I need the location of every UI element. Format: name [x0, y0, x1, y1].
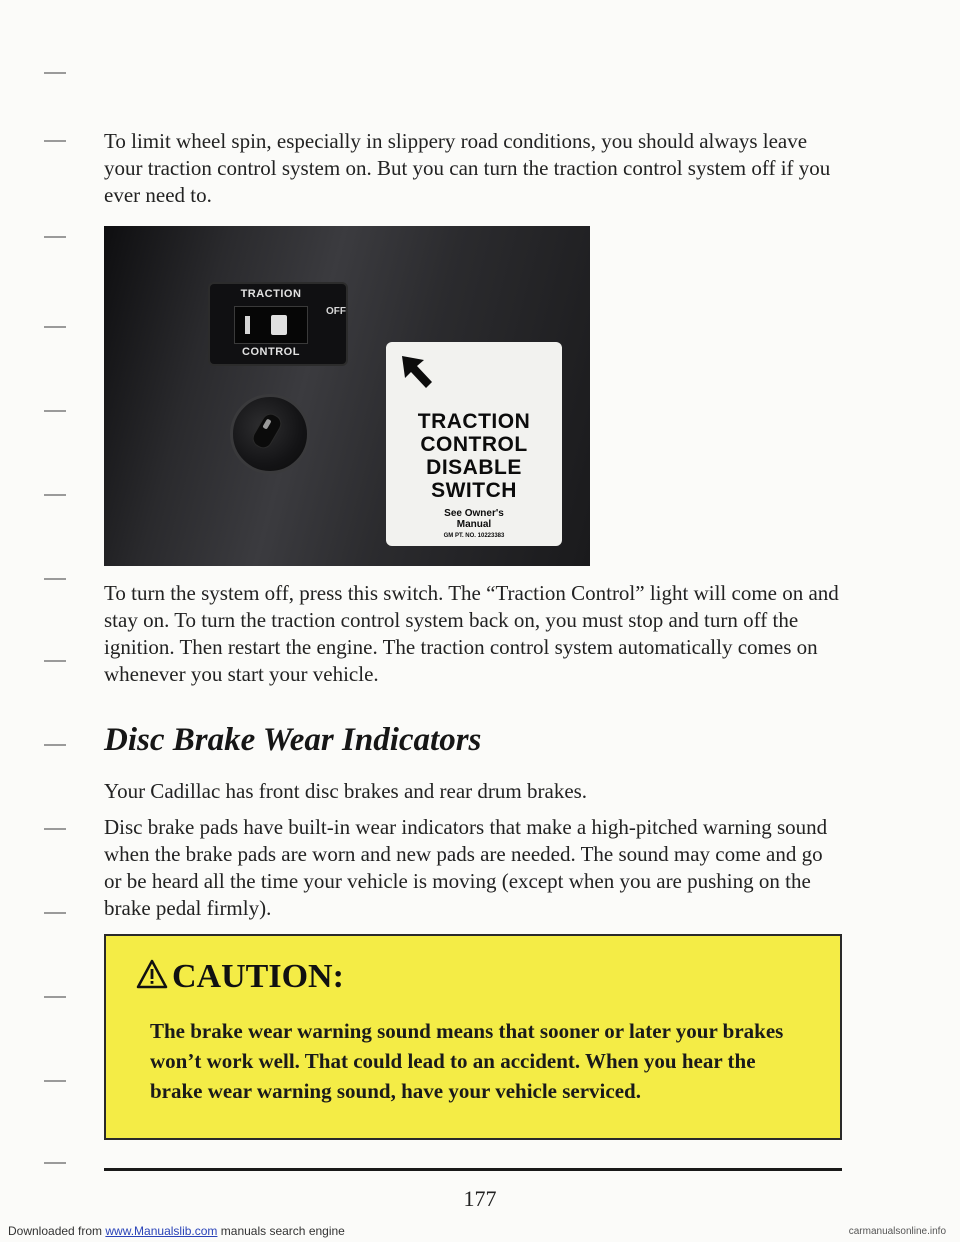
decal-line-3: DISABLE [426, 456, 522, 479]
knob-stem [249, 410, 284, 451]
margin-tick [44, 236, 66, 238]
margin-tick [44, 72, 66, 74]
intro-paragraph: To limit wheel spin, especially in slippery road conditions, you should always leave your traction control system on. But you can turn the traction control system off if you ever need to. [104, 129, 831, 207]
rocker-button [271, 315, 287, 335]
switch-label-bottom: CONTROL [242, 346, 300, 358]
switch-off-label: OFF [326, 306, 346, 317]
margin-tick [44, 996, 66, 998]
decal-line-4: SWITCH [431, 479, 517, 502]
decal-see-owners: See Owner's [444, 508, 504, 519]
page-number: 177 [463, 1186, 497, 1211]
rocker-switch [234, 306, 308, 344]
switch-label-top: TRACTION [240, 288, 302, 300]
traction-switch-housing [208, 282, 348, 366]
watermark-prefix: Downloaded from [8, 1224, 106, 1238]
margin-tick [44, 140, 66, 142]
margin-tick [44, 912, 66, 914]
manualslib-link[interactable]: www.Manualslib.com [105, 1224, 218, 1238]
watermark-suffix: manuals search engine [217, 1224, 345, 1238]
rocker-indicator [245, 316, 250, 334]
margin-tick [44, 494, 66, 496]
traction-decal [386, 342, 562, 546]
traction-control-switch-photo [104, 226, 590, 566]
margin-tick [44, 410, 66, 412]
caution-box [104, 934, 842, 1140]
rotary-knob [230, 394, 310, 474]
margin-tick [44, 744, 66, 746]
site-watermark: carmanualsonline.info [848, 1226, 946, 1237]
caution-text: The brake wear warning sound means that sooner or later your brakes won’t work well. That could lead to an accident. When you hear the brake wear warning sound, have your vehicle serviced. [150, 1019, 784, 1103]
wear-indicators-paragraph: Disc brake pads have built-in wear indicators that make a high-pitched warning sound when the brake pads are worn and new pads are needed. The sound may come and go or be heard all the time your vehicle is moving (except when you are pushing on the brake pedal firmly). [104, 815, 828, 920]
footer-rule [104, 1168, 842, 1171]
warning-triangle-icon [136, 958, 168, 990]
decal-part-number: GM PT. NO. 10223383 [443, 533, 505, 539]
decal-manual: Manual [456, 519, 492, 530]
margin-tick [44, 828, 66, 830]
decal-line-1: TRACTION [417, 410, 531, 433]
decal-line-2: CONTROL [420, 433, 528, 456]
margin-tick [44, 660, 66, 662]
switch-instructions-paragraph: To turn the system off, press this switch. The “Traction Control” light will come on and stay on. To turn the traction control system back on, you must stop and turn off the ignition. Then restart the engine. The traction control system automatically comes on whenever you start your vehicle. [104, 581, 839, 686]
margin-tick [44, 1162, 66, 1164]
margin-tick [44, 326, 66, 328]
download-watermark [8, 1224, 345, 1238]
brakes-type-paragraph: Your Cadillac has front disc brakes and rear drum brakes. [104, 779, 588, 803]
margin-tick [44, 1080, 66, 1082]
caution-title: CAUTION: [172, 958, 344, 995]
margin-tick [44, 578, 66, 580]
section-heading: Disc Brake Wear Indicators [104, 722, 482, 758]
arrow-up-left-icon [398, 352, 438, 392]
